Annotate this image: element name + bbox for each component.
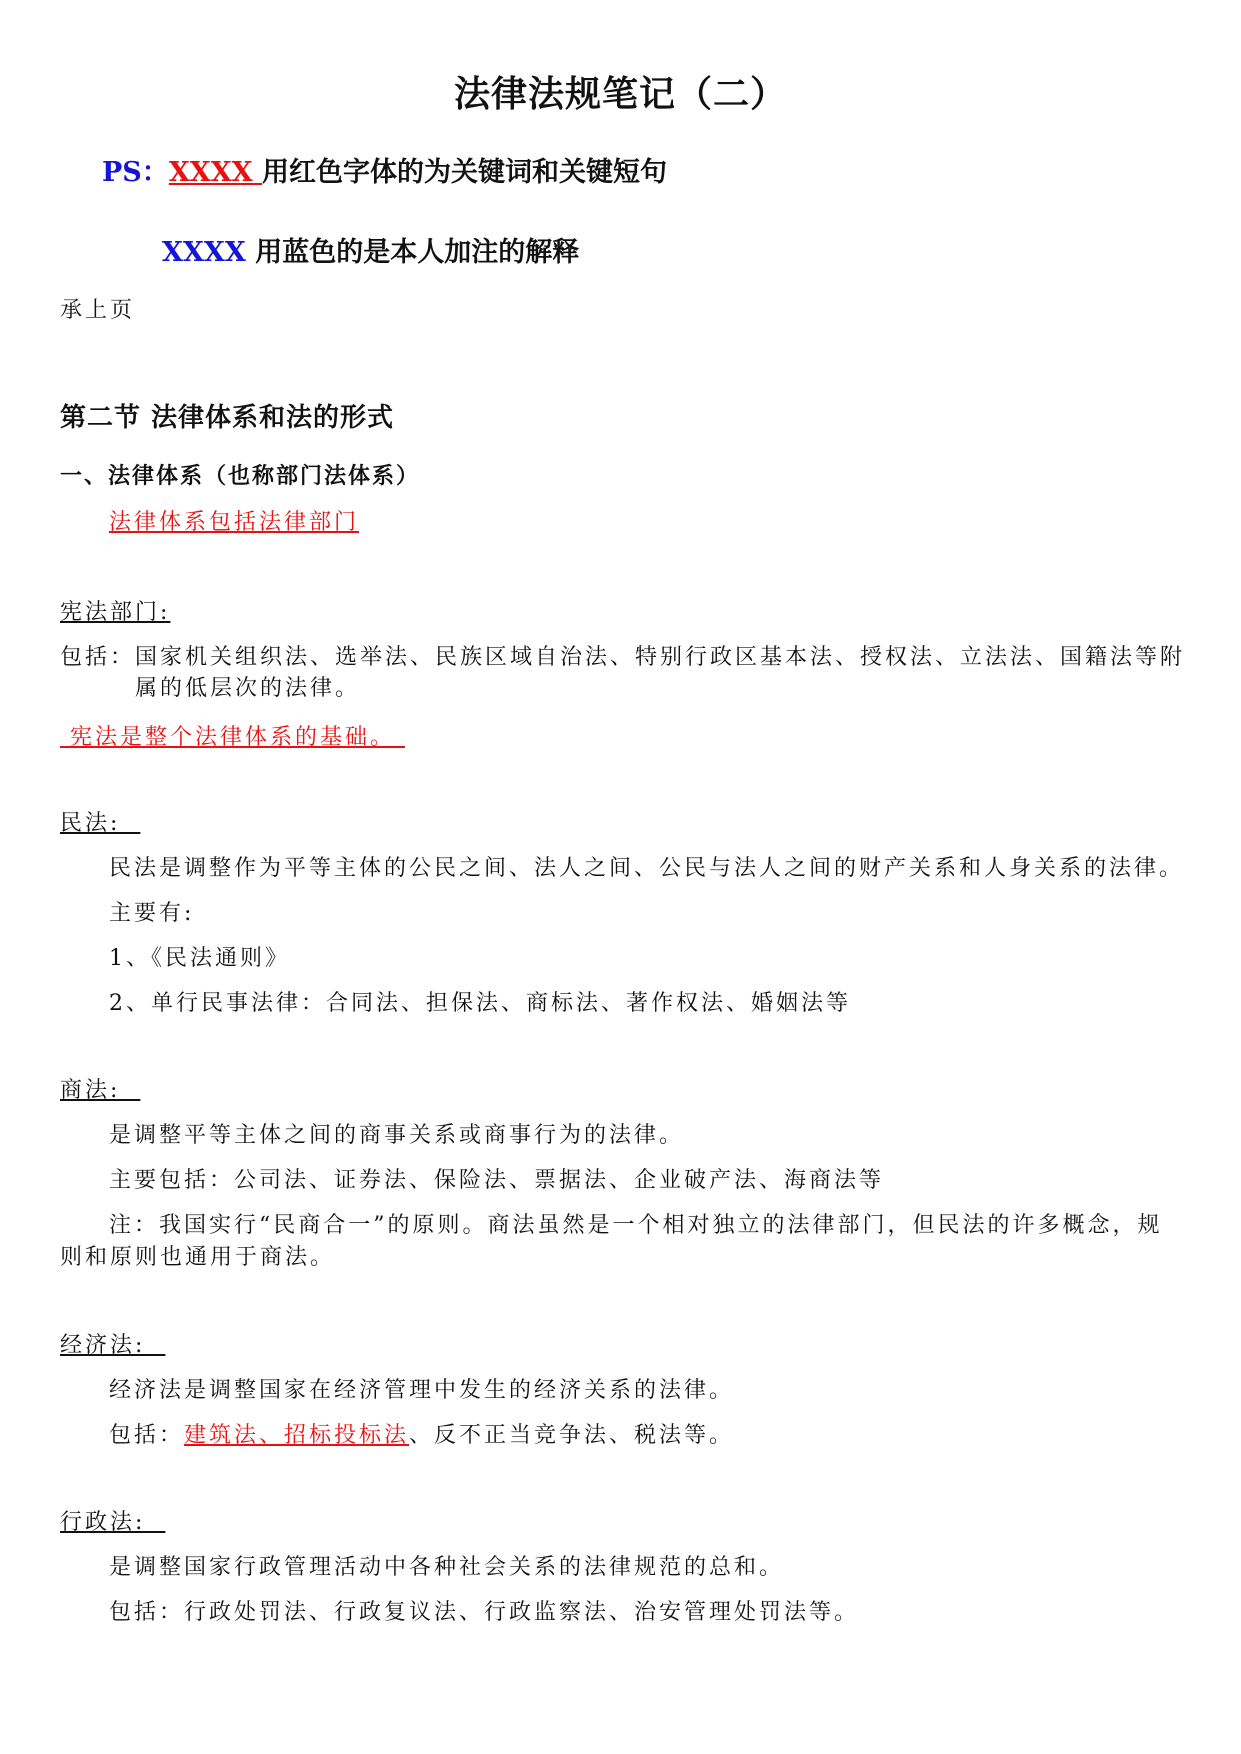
civil-law-item-2: 2、单行民事法律：合同法、担保法、商标法、著作权法、婚姻法等	[109, 991, 851, 1016]
economic-law-heading: 经济法:	[60, 1333, 166, 1358]
blue-legend-text: 用蓝色的是本人加注的解释	[255, 237, 580, 268]
administrative-law-heading: 行政法:	[60, 1510, 166, 1535]
ps-prefix: PS：	[102, 157, 169, 188]
key-note-legal-system: 法律体系包括法律部门	[109, 510, 360, 535]
blue-sample: XXXX	[162, 237, 256, 268]
civil-law-item-1: 1、《民法通则》	[109, 946, 290, 971]
red-sample: XXXX	[168, 157, 263, 188]
civil-law-heading: 民法:	[60, 811, 141, 836]
subsection-heading: 一、法律体系（也称部门法体系）	[60, 463, 421, 489]
civil-law-definition: 民法是调整作为平等主体的公民之间、法人之间、公民与法人之间的财产关系和人身关系的法律。	[109, 856, 1185, 881]
economic-includes-prefix: 包括：	[109, 1423, 185, 1448]
economic-law-definition: 经济法是调整国家在经济管理中发生的经济关系的法律。	[109, 1378, 735, 1403]
section-heading: 第二节 法律体系和法的形式	[60, 403, 395, 433]
legend-blue-line	[162, 230, 579, 269]
economic-includes-rest: 、反不正当竞争法、税法等。	[409, 1423, 735, 1448]
economic-law-includes	[109, 1418, 734, 1449]
commercial-law-note-line1: 注：我国实行“民商合一”的原则。商法虽然是一个相对独立的法律部门，但民法的许多概念，规	[109, 1213, 1163, 1238]
key-note-constitution: 宪法是整个法律体系的基础。	[60, 725, 405, 750]
constitution-heading: 宪法部门:	[60, 600, 171, 625]
administrative-law-includes: 包括：行政处罚法、行政复议法、行政监察法、治安管理处罚法等。	[109, 1600, 860, 1625]
legend-red-line	[102, 150, 667, 189]
civil-law-main-label: 主要有:	[109, 901, 195, 926]
red-legend-text: 用红色字体的为关键词和关键短句	[262, 157, 668, 188]
constitution-includes-line1: 包括：国家机关组织法、选举法、民族区域自治法、特别行政区基本法、授权法、立法法、国籍法等附	[60, 645, 1186, 670]
administrative-law-definition: 是调整国家行政管理活动中各种社会关系的法律规范的总和。	[109, 1555, 785, 1580]
commercial-law-note-line2: 则和原则也通用于商法。	[60, 1245, 336, 1270]
constitution-includes-line2: 属的低层次的法律。	[135, 676, 361, 701]
continued-note: 承上页	[60, 298, 136, 323]
commercial-law-includes: 主要包括：公司法、证券法、保险法、票据法、企业破产法、海商法等	[109, 1168, 885, 1193]
commercial-law-heading: 商法:	[60, 1078, 141, 1103]
commercial-law-definition: 是调整平等主体之间的商事关系或商事行为的法律。	[109, 1123, 685, 1148]
economic-includes-key: 建筑法、招标投标法	[184, 1423, 410, 1448]
document-title: 法律法规笔记（二）	[453, 73, 787, 115]
